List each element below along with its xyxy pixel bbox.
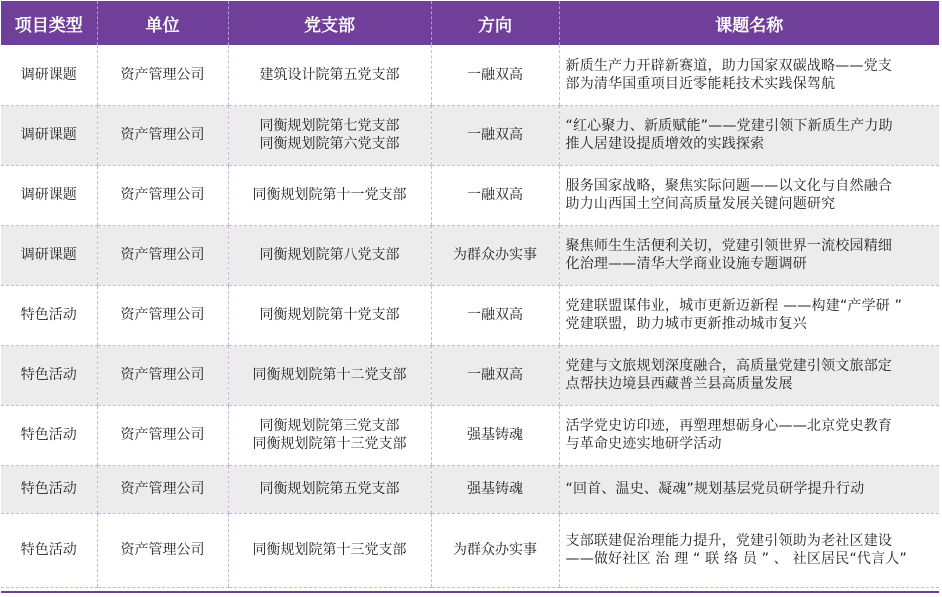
cell-direction: 一融双高 <box>431 165 559 225</box>
cell-topic <box>559 345 939 405</box>
cell-branch <box>228 165 431 225</box>
topic-line: 党建联盟谋伟业，城市更新迈新程 ——构建“产学研 ” <box>565 298 903 314</box>
branch-line: 同衡规划院第六党支部 <box>259 136 400 152</box>
table-row <box>1 45 939 105</box>
branch-line: 同衡规划院第五党支部 <box>259 481 400 497</box>
cell-type: 特色活动 <box>1 405 97 465</box>
topic-line: 党建与文旅规划深度融合，高质量党建引领文旅部定 <box>565 358 893 374</box>
cell-topic <box>559 225 939 285</box>
cell-unit: 资产管理公司 <box>97 285 228 345</box>
topic-line: “红心聚力、新质赋能”——党建引领下新质生产力助 <box>565 118 893 134</box>
table-row <box>1 345 939 405</box>
cell-unit: 资产管理公司 <box>97 345 228 405</box>
cell-unit: 资产管理公司 <box>97 513 228 587</box>
topic-line: 服务国家战略，聚焦实际问题——以文化与自然融合 <box>565 178 893 194</box>
topic-line: 化治理——清华大学商业设施专题调研 <box>565 256 807 272</box>
cell-direction: 一融双高 <box>431 345 559 405</box>
cell-topic <box>559 405 939 465</box>
topic-line: 与革命史迹实地研学活动 <box>565 436 722 452</box>
topic-line: 活学党史访印迹，再塑理想砺身心——北京党史教育 <box>565 418 893 434</box>
table-row <box>1 513 939 587</box>
cell-direction: 一融双高 <box>431 45 559 105</box>
branch-line: 同衡规划院第十三党支部 <box>252 542 407 558</box>
cell-direction: 为群众办实事 <box>431 513 559 587</box>
cell-unit: 资产管理公司 <box>97 45 228 105</box>
cell-topic <box>559 105 939 165</box>
cell-unit: 资产管理公司 <box>97 165 228 225</box>
cell-topic <box>559 513 939 587</box>
branch-line: 建筑设计院第五党支部 <box>259 66 400 83</box>
projects-table <box>1 1 939 588</box>
table-row <box>1 225 939 285</box>
topic-line: “回首、温史、凝魂”规划基层党员研学提升行动 <box>565 481 865 497</box>
cell-type: 调研课题 <box>1 45 97 105</box>
cell-type: 特色活动 <box>1 345 97 405</box>
cell-unit: 资产管理公司 <box>97 465 228 513</box>
cell-topic <box>559 165 939 225</box>
cell-branch <box>228 285 431 345</box>
branch-line: 同衡规划院第十三党支部 <box>252 436 407 452</box>
cell-branch <box>228 225 431 285</box>
topic-line: 新质生产力开辟新赛道，助力国家双碳战略——党支 <box>565 57 893 74</box>
table-bottom-rule <box>1 591 939 593</box>
topic-line: 聚焦师生生活便利关切，党建引领世界一流校园精细 <box>565 238 893 254</box>
cell-direction: 强基铸魂 <box>431 405 559 465</box>
cell-type: 调研课题 <box>1 105 97 165</box>
table-header-row <box>1 1 939 45</box>
branch-line: 同衡规划院第七党支部 <box>259 118 400 134</box>
cell-branch <box>228 105 431 165</box>
cell-type: 特色活动 <box>1 285 97 345</box>
cell-unit: 资产管理公司 <box>97 105 228 165</box>
table-row <box>1 465 939 513</box>
cell-type: 调研课题 <box>1 225 97 285</box>
topic-line: 部为清华国重项目近零能耗技术实践保驾航 <box>565 75 836 92</box>
table-row <box>1 285 939 345</box>
cell-topic <box>559 45 939 105</box>
topic-line: 助力山西国土空间高质量发展关键问题研究 <box>565 196 836 212</box>
topic-line: 推人居建设提质增效的实践探索 <box>565 136 765 152</box>
table-row <box>1 165 939 225</box>
column-header-direction: 方向 <box>431 1 559 45</box>
table-row <box>1 405 939 465</box>
cell-direction: 一融双高 <box>431 285 559 345</box>
branch-line: 同衡规划院第十党支部 <box>259 307 400 323</box>
cell-branch <box>228 465 431 513</box>
branch-line: 同衡规划院第十一党支部 <box>252 187 407 203</box>
column-header-unit: 单位 <box>97 1 228 45</box>
column-header-type: 项目类型 <box>1 1 97 45</box>
column-header-branch: 党支部 <box>228 1 431 45</box>
cell-branch <box>228 345 431 405</box>
cell-type: 特色活动 <box>1 465 97 513</box>
table-row <box>1 105 939 165</box>
branch-line: 同衡规划院第八党支部 <box>259 247 400 263</box>
cell-direction: 为群众办实事 <box>431 225 559 285</box>
cell-branch <box>228 513 431 587</box>
cell-unit: 资产管理公司 <box>97 225 228 285</box>
column-header-topic: 课题名称 <box>559 1 939 45</box>
cell-type: 特色活动 <box>1 513 97 587</box>
cell-topic <box>559 285 939 345</box>
cell-type: 调研课题 <box>1 165 97 225</box>
topic-line: 支部联建促治理能力提升，党建引领助为老社区建设 <box>565 533 893 549</box>
cell-unit: 资产管理公司 <box>97 405 228 465</box>
cell-direction: 一融双高 <box>431 105 559 165</box>
cell-branch <box>228 405 431 465</box>
cell-topic <box>559 465 939 513</box>
projects-table-container <box>1 1 939 588</box>
topic-line: 点帮扶边境县西藏普兰县高质量发展 <box>565 376 793 392</box>
cell-branch <box>228 45 431 105</box>
branch-line: 同衡规划院第三党支部 <box>259 418 400 434</box>
topic-line: 党建联盟，助力城市更新推动城市复兴 <box>565 316 807 332</box>
branch-line: 同衡规划院第十二党支部 <box>252 367 407 383</box>
cell-direction: 强基铸魂 <box>431 465 559 513</box>
topic-line: ——做好社区 治 理 “ 联 络 员 ” 、 社区居民“代言人” <box>565 551 907 567</box>
